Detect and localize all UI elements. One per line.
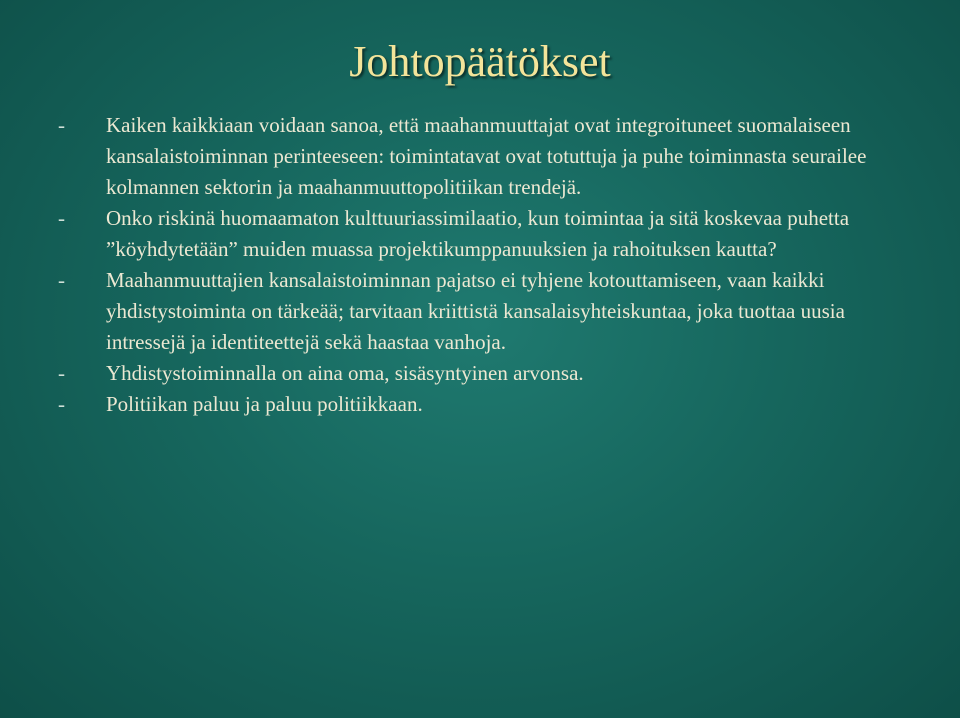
- bullet-item: [58, 265, 918, 358]
- bullet-text: Maahanmuuttajien kansalaistoiminnan pajatso ei tyhjene kotouttamiseen, vaan kaikki yhdistystoiminta on tärkeää; tarvitaan kriittistä kansalaisyhteiskuntaa, joka tuottaa uusia intressejä ja identiteettejä sekä haastaa vanhoja.: [106, 268, 845, 354]
- bullet-dash: -: [58, 113, 65, 137]
- slide-title: Johtopäätökset: [349, 37, 611, 86]
- bullet-text: Kaiken kaikkiaan voidaan sanoa, että maahanmuuttajat ovat integroituneet suomalaiseen kansalaistoiminnan perinteeseen: toimintatavat ovat totuttuja ja puhe toiminnasta seurailee kolmannen sektorin ja maahanmuuttopolitiikan trendejä.: [106, 113, 867, 199]
- bullet-dash: -: [58, 361, 65, 385]
- bullet-dash: -: [58, 392, 65, 416]
- bullet-item: [58, 389, 918, 420]
- bullet-text: Yhdistystoiminnalla on aina oma, sisäsyntyinen arvonsa.: [106, 361, 584, 385]
- bullet-text: Onko riskinä huomaamaton kulttuuriassimilaatio, kun toimintaa ja sitä koskevaa puhetta ”köyhdytetään” muiden muassa projektikumppanuuksien ja rahoituksen kautta?: [106, 206, 850, 261]
- bullet-dash: -: [58, 268, 65, 292]
- bullet-item: [58, 110, 918, 203]
- bullet-list: [58, 110, 918, 420]
- bullet-dash: -: [58, 206, 65, 230]
- bullet-text: Politiikan paluu ja paluu politiikkaan.: [106, 392, 423, 416]
- bullet-item: [58, 203, 918, 265]
- bullet-item: [58, 358, 918, 389]
